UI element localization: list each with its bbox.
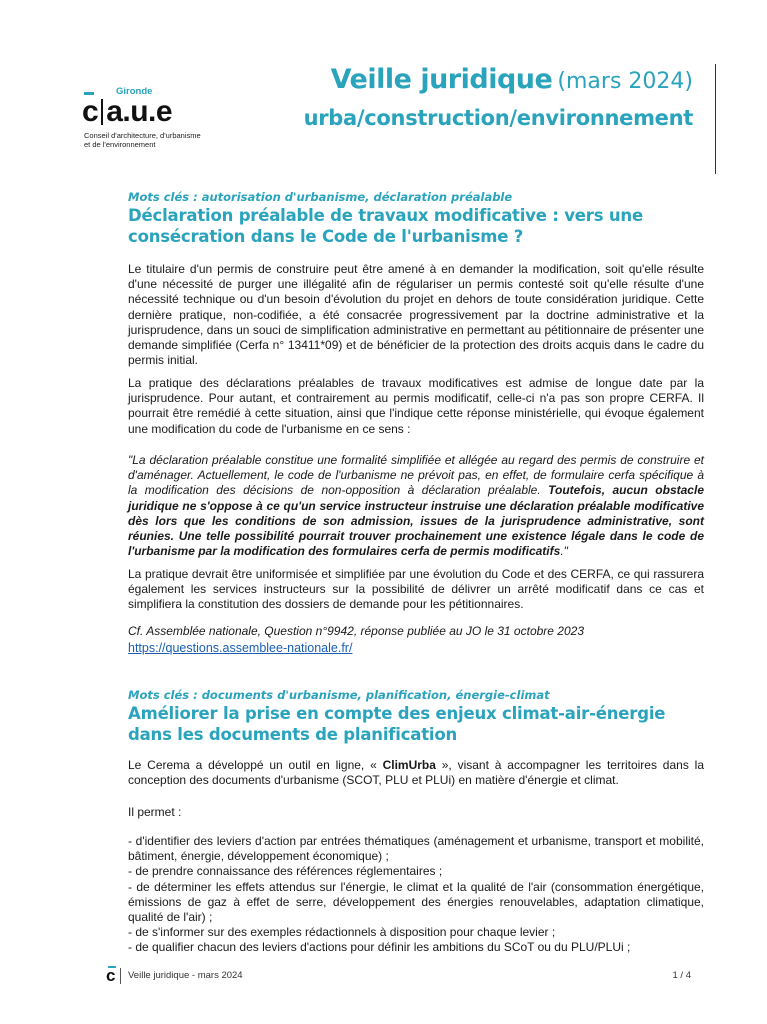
page-title: [331, 64, 693, 95]
logo-subtitle: [84, 131, 254, 149]
logo-subtitle-line2: et de l'environnement: [84, 140, 156, 149]
logo-mark-right: a.u.e: [106, 95, 173, 128]
section2-title: Améliorer la prise en compte des enjeux climat-air-énergie dans les documents de planification: [128, 704, 666, 744]
climurba-name: ClimUrba: [382, 758, 436, 772]
section1-source: [128, 624, 704, 657]
section-declaration-prealable: [128, 190, 704, 247]
section1-paragraph-3: La pratique devrait être uniformisée et simplifiée par une évolution du Code et des CERFA, ce qui rassurera également les services instructeurs sur la possibilité de délivrer un arrêté modificatif dans ce cas et simplifiera la constitution des dossiers de demande pour les pétitionnaires.: [128, 567, 704, 612]
page-title-date: (mars 2024): [557, 69, 693, 94]
logo-mark-left: c: [82, 95, 99, 128]
section1-body: [128, 262, 704, 368]
section2-list-block: [128, 834, 704, 956]
quote-text: "La déclaration préalable constitue une formalité simplifiée et allégée au regard des permis de construire et d'aménager. Actuellement, le code de l'urbanisme ne prévoit pas, en effet, de formulaire cerfa spécifique à la modification des décisions de non-opposition à déclaration préalable.: [128, 453, 704, 498]
citation: Cf. Assemblée nationale, Question n°9942, réponse publiée au JO le 31 octobre 2023: [128, 624, 584, 638]
logo: [82, 97, 172, 127]
section2-body-2: [128, 805, 704, 820]
section2-p1-end: », visant à accompagner les territoires dans la conception des documents d'urbanisme (SCOT, PLU et PLUi) en matière d'énergie et climat.: [128, 758, 704, 788]
footer-logo-mark: c: [106, 966, 116, 985]
section1-paragraph-1: Le titulaire d'un permis de construire peut être amené à en demander la modification, soit qu'elle résulte d'une nécessité de purger une illégalité afin de régulariser un permis contesté soit qu'elle résulte d'une nécessité technique ou d'un besoin d'évolution du projet en dehors de toute considération juridique. Cette dernière pratique, non-codifiée, a été consacrée progressivement par la doctrine administrative et la jurisprudence, dans un souci de simplification administrative en permettant au pétitionnaire de présenter une demande simplifiée (Cerfa n° 13411*09) et de bénéficier de la protection des droits acquis dans le cadre du permis initial.: [128, 262, 704, 368]
quote-emphasis: Toutefois, aucun obstacle juridique ne s'oppose à ce qu'un service instructeur instruise une déclaration préalable modificative dès lors que les conditions de son admission, issues de la jurisprudence administrative, sont réunies. Une telle possibilité pourrait trouver prochainement une existence légale dans le code de l'urbanisme par la modification des formulaires cerfa de permis modificatifs: [128, 483, 704, 559]
page-number: 1 / 4: [672, 970, 691, 981]
list-item: - d'identifier des leviers d'action par entrées thématiques (aménagement et urbanisme, transport et mobilité, bâtiment, énergie, développement économique) ;: [128, 834, 704, 864]
quote-end: .": [560, 544, 568, 559]
list-item: - de qualifier chacun des leviers d'actions pour définir les ambitions du SCoT ou du PLU/PLUi ;: [128, 940, 631, 955]
section2-paragraph-1: [128, 758, 704, 788]
section1-body-2: [128, 376, 704, 437]
section1-title: Déclaration préalable de travaux modificative : vers une consécration dans le Code de l'urbanisme ?: [128, 206, 643, 246]
section2-paragraph-2: Il permet :: [128, 805, 182, 819]
section2-body: [128, 758, 704, 788]
logo-region: Gironde: [116, 86, 153, 97]
section1-keywords: Mots clés : autorisation d'urbanisme, déclaration préalable: [128, 190, 513, 204]
logo-separator: [101, 99, 103, 125]
page-subtitle: urba/construction/environnement: [303, 106, 693, 130]
list-item: - de déterminer les effets attendus sur l'énergie, le climat et la qualité de l'air (consommation énergétique, émissions de gaz à effet de serre, développement des énergies renouvelables, adaptation climatique, qualité de l'air) ;: [128, 879, 704, 925]
section1-paragraph-2: La pratique des déclarations préalables de travaux modificatives est admise de longue date par la jurisprudence. Pour autant, et contrairement au permis modificatif, celle-ci n'a pas son propre CERFA. Il pourrait être remédié à cette situation, ainsi que l'indique cette réponse ministérielle, qui évoque également une modification du code de l'urbanisme en ce sens :: [128, 376, 704, 436]
section2-p1-start: Le Cerema a développé un outil en ligne, «: [128, 758, 383, 772]
section1-quote-block: [128, 453, 704, 559]
footer-separator: [120, 968, 121, 984]
header-divider: [715, 64, 716, 174]
list-item: - de prendre connaissance des références réglementaires ;: [128, 864, 443, 879]
list-item: - de s'informer sur des exemples rédactionnels à disposition pour chaque levier ;: [128, 925, 556, 940]
section2-keywords: Mots clés : documents d'urbanisme, planification, énergie-climat: [128, 688, 550, 702]
ministerial-quote: [128, 453, 704, 559]
footer-label: Veille juridique - mars 2024: [128, 970, 243, 981]
logo-subtitle-line1: Conseil d'architecture, d'urbanisme: [84, 131, 201, 140]
section2-bullet-list: [128, 834, 704, 956]
section-climurba: [128, 688, 704, 745]
source-link[interactable]: https://questions.assemblee-nationale.fr/: [128, 641, 353, 656]
section1-body-3: [128, 567, 704, 613]
page-title-main: Veille juridique: [330, 64, 553, 95]
